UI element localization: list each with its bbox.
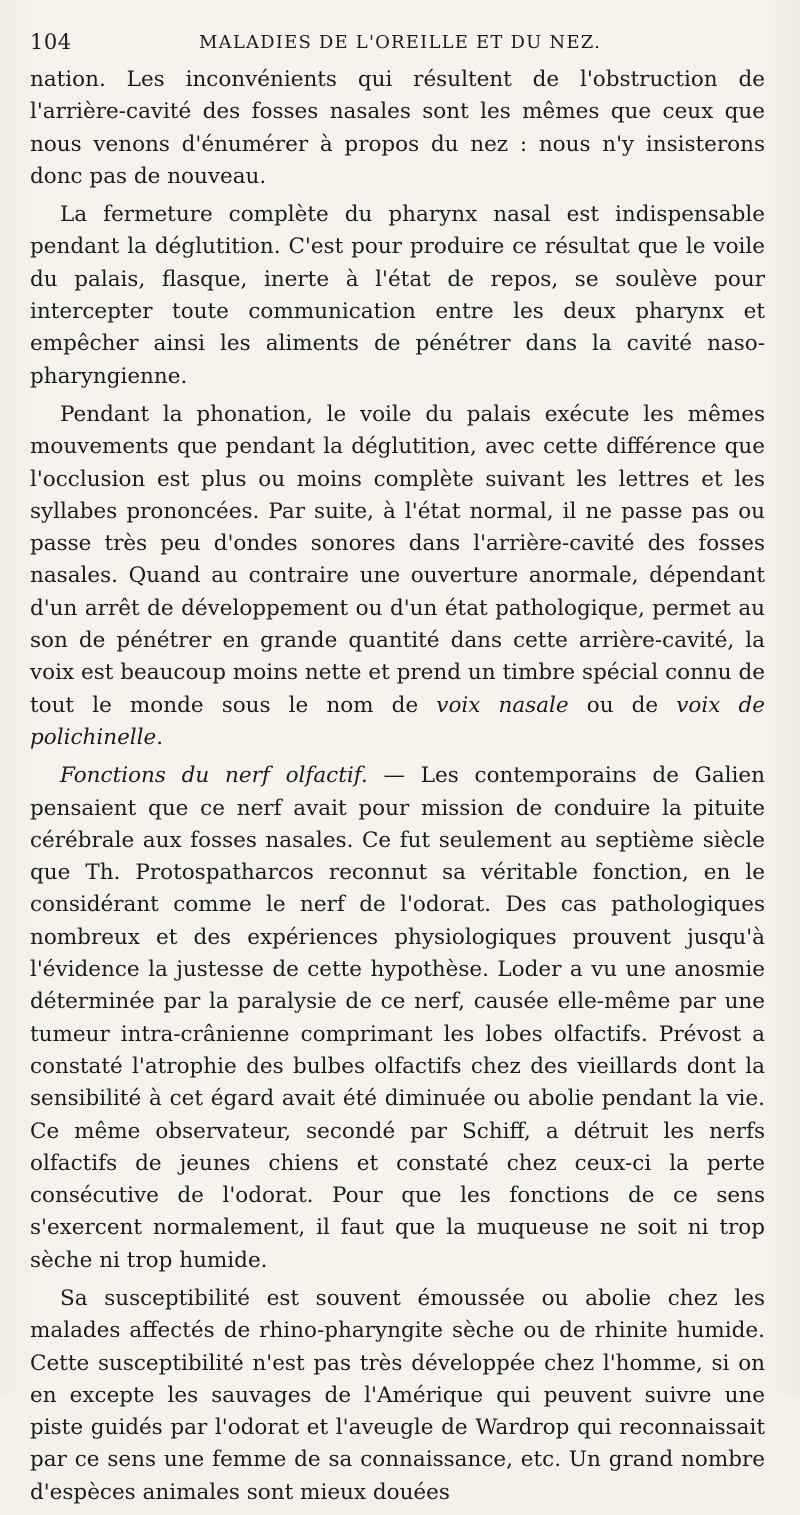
paragraph-5: Sa susceptibilité est souvent émoussée ou abolie chez les malades affectés de rhino-pharyngite sèche ou de rhinite humide. Cette susceptibilité n'est pas très développée chez l'homme, si on en excepte les sauvages de l'Amérique qui peuvent suivre une piste guidés par l'odorat et l'aveugle de Wardrop qui reconnaissait par ce sens une femme de sa connaissance, etc. Un grand nombre d'espèces animales sont mieux douées	[30, 1285, 765, 1505]
paragraph-3-connector: ou de	[586, 692, 659, 718]
paragraph-3	[30, 399, 765, 754]
section-heading-olfactory-nerve: Fonctions du nerf olfactif.	[60, 763, 368, 789]
term-voix-de-polichinelle: voix de polichinelle	[30, 692, 765, 750]
page-number: 104	[30, 30, 72, 54]
running-title: MALADIES DE L'OREILLE ET DU NEZ.	[198, 32, 602, 53]
paragraph-4-text: — Les contemporains de Galien pensaient que ce nerf avait pour mission de conduire la pituite cérébrale aux fosses nasales. Ce fut seulement au septième siècle que Th. Protospatharcos reconnut sa véritable fonction, en le considérant comme le nerf de l'odorat. Des cas pathologiques nombreux et des expériences physiologiques prouvent jusqu'à l'évidence la justesse de cette hypothèse. Loder a vu une anosmie déterminée par la paralysie de ce nerf, causée elle-même par une tumeur intra-crânienne comprimant les lobes olfactifs. Prévost a constaté l'atrophie des bulbes olfactifs chez des vieillards dont la sensibilité à cet égard avait été diminuée ou abolie pendant la vie. Ce même observateur, secondé par Schiff, a détruit les nerfs olfactifs de jeunes chiens et constaté chez ceux-ci la perte consécutive de l'odorat. Pour que les fonctions de ce sens s'exercent normalement, il faut que la muqueuse ne soit ni trop sèche ni trop humide.	[30, 763, 765, 1273]
paragraph-3-end: .	[156, 724, 164, 750]
page-header	[30, 30, 770, 60]
body-text	[30, 64, 765, 1515]
term-voix-nasale: voix nasale	[436, 692, 569, 718]
paragraph-2: La fermeture complète du pharynx nasal est indispensable pendant la déglutition. C'est pour produire ce résultat que le voile du palais, flasque, inerte à l'état de repos, se soulève pour intercepter toute communication entre les deux pharynx et empêcher ainsi les aliments de pénétrer dans la cavité naso-pharyngienne.	[30, 202, 765, 389]
paragraph-4	[30, 760, 765, 1277]
paragraph-3-text: Pendant la phonation, le voile du palais exécute les mêmes mouvements que pendant la déglutition, avec cette différence que l'occlusion est plus ou moins complète suivant les lettres et les syllabes prononcées. Par suite, à l'état normal, il ne passe pas ou passe très peu d'ondes sonores dans l'arrière-cavité des fosses nasales. Quand au contraire une ouverture anormale, dépendant d'un arrêt de développement ou d'un état pathologique, permet au son de pénétrer en grande quantité dans cette arrière-cavité, la voix est beaucoup moins nette et prend un timbre spécial connu de tout le monde sous le nom de	[30, 401, 765, 718]
paragraph-1: nation. Les inconvénients qui résultent de l'obstruction de l'arrière-cavité des fosses nasales sont les mêmes que ceux que nous venons d'énumérer à propos du nez : nous n'y insisterons donc pas de nouveau.	[30, 67, 765, 189]
